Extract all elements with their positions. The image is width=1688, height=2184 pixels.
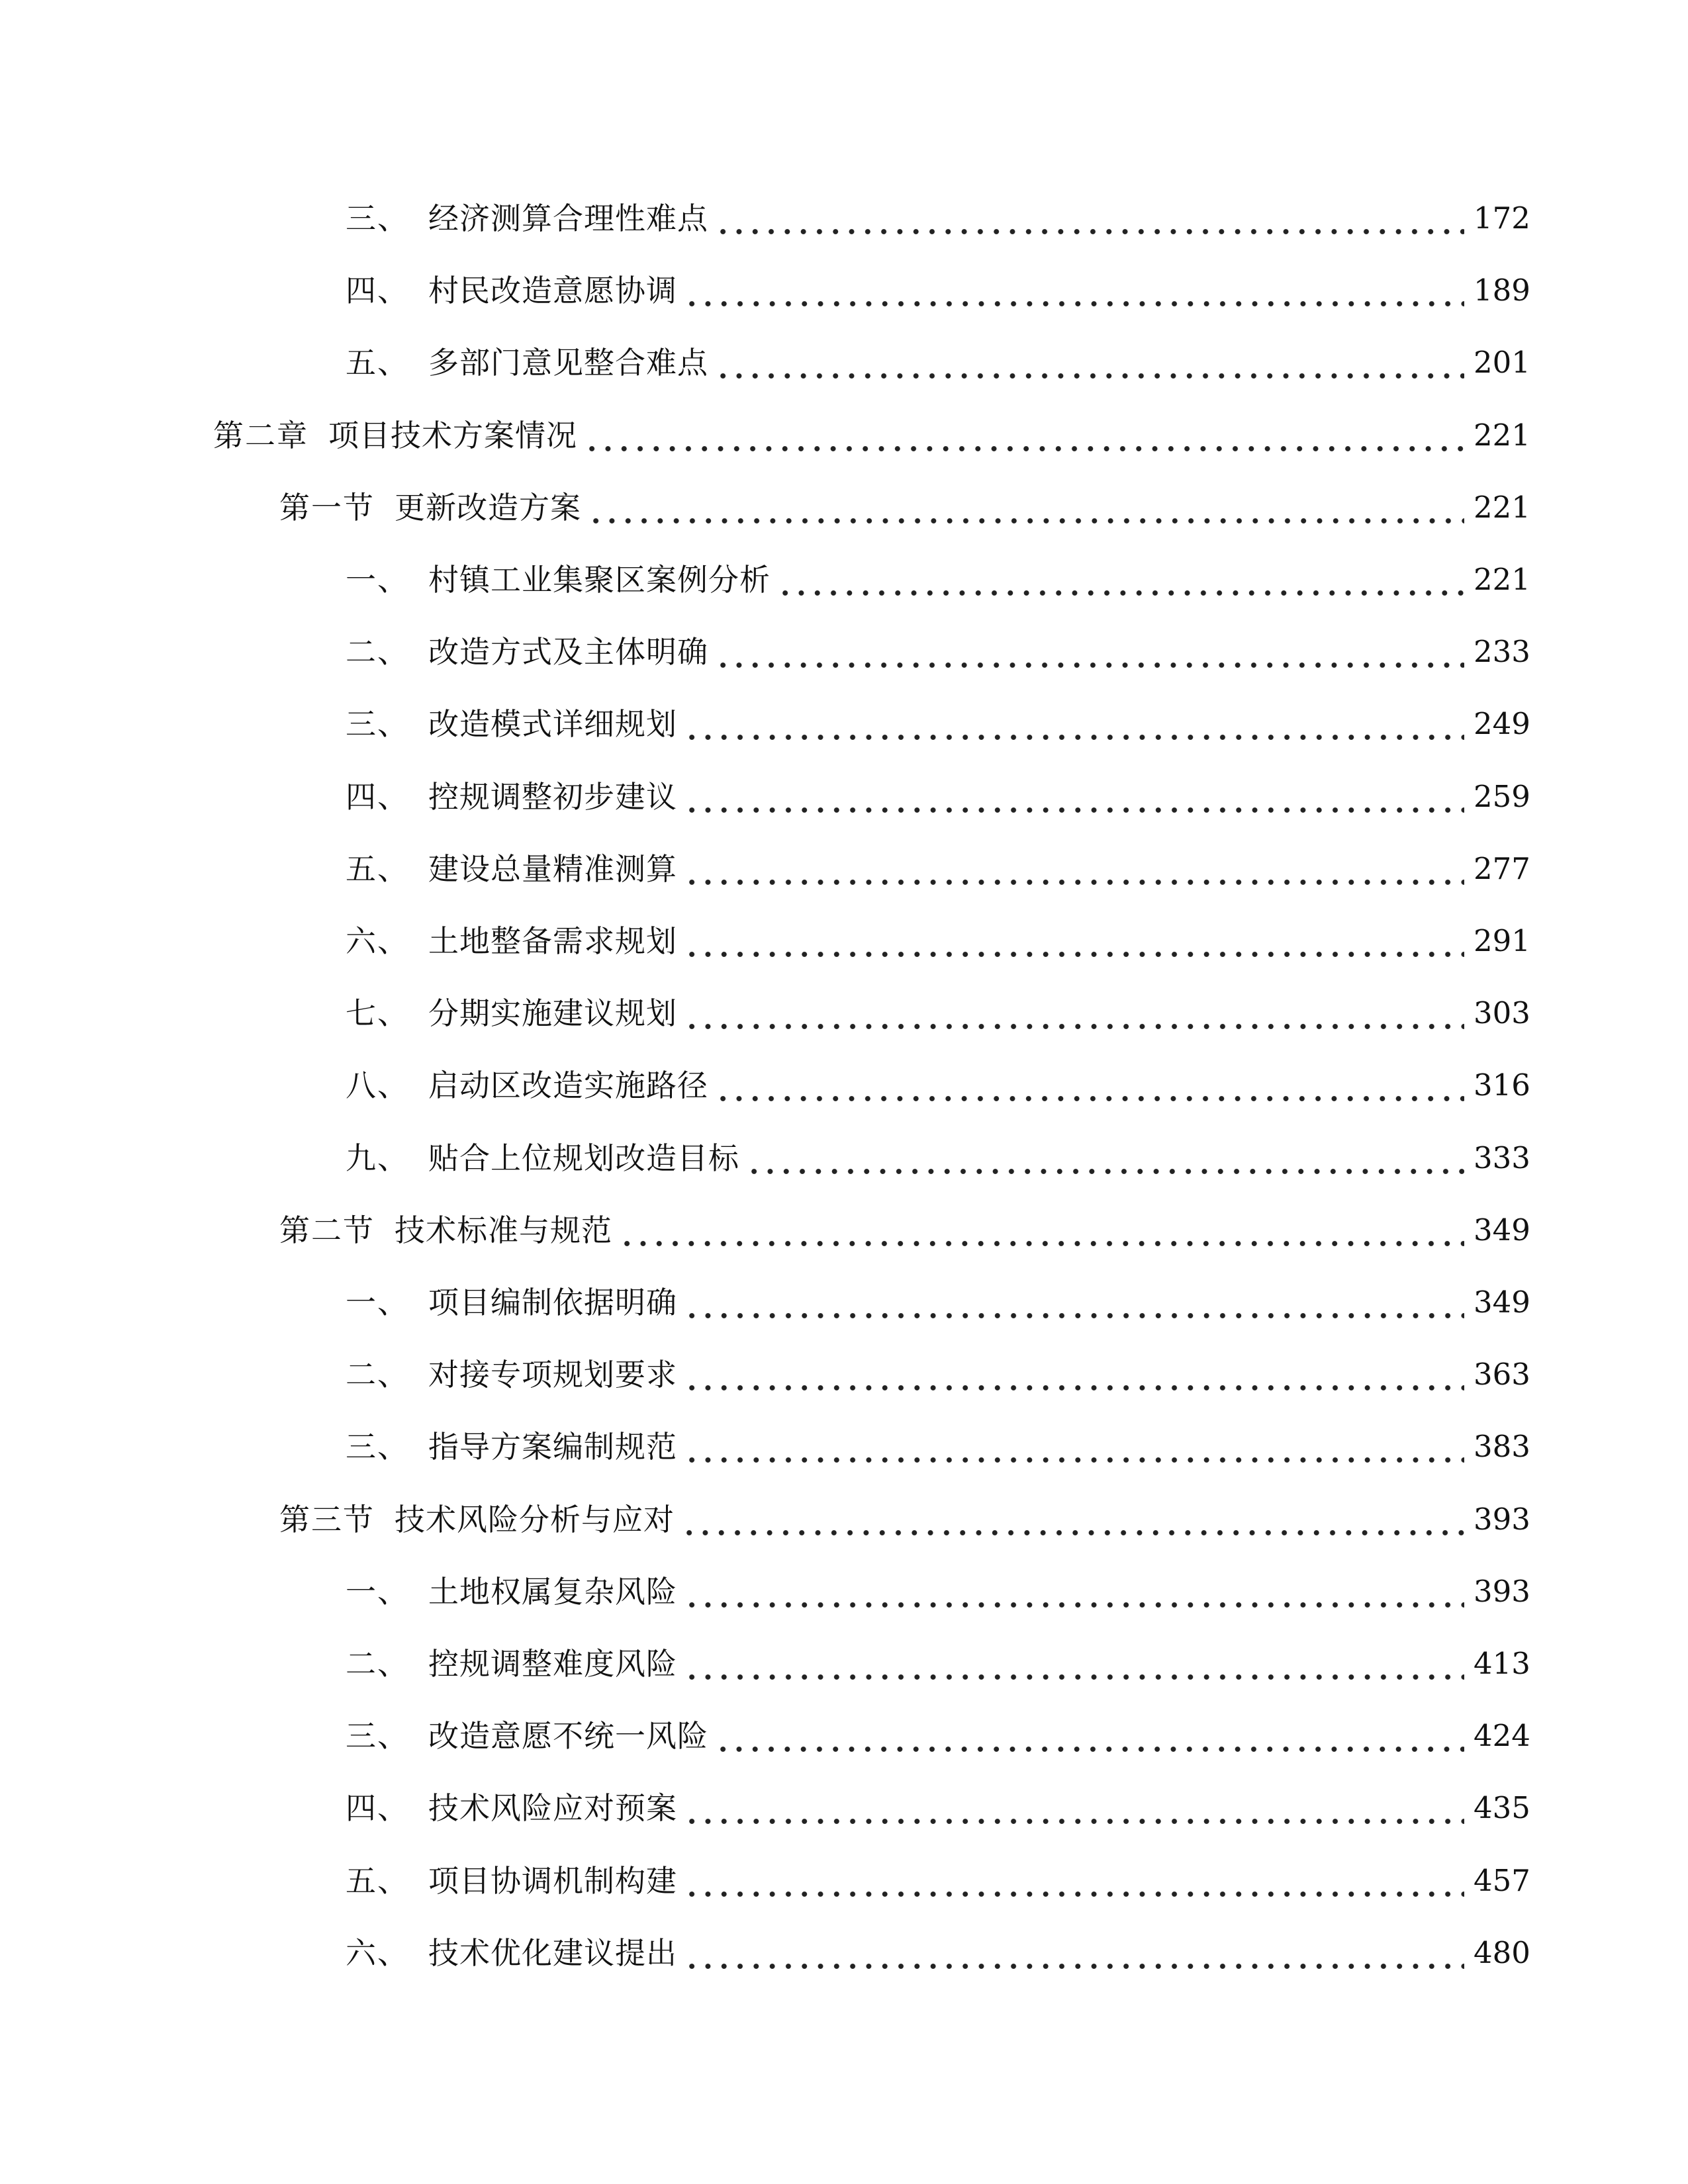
toc-entry-page-number: 249 <box>1474 706 1530 742</box>
toc-entry-page-number: 480 <box>1474 1934 1530 1970</box>
toc-entry-number: 二、 <box>346 1646 409 1682</box>
toc-entry-number: 三、 <box>346 1429 409 1465</box>
toc-entry-title: 技术风险分析与应对 <box>395 1501 675 1537</box>
toc-entry-page-number: 201 <box>1474 345 1530 381</box>
toc-entry-item[interactable] <box>346 1122 1530 1194</box>
toc-entry-title: 技术优化建议提出 <box>428 1934 677 1971</box>
toc-entry-title: 分期实施建议规划 <box>428 995 677 1032</box>
toc-entry-item[interactable] <box>346 1700 1530 1772</box>
dot-leader <box>588 472 1464 543</box>
toc-entry-number: 六、 <box>346 923 409 959</box>
toc-entry-number: 一、 <box>346 1285 409 1320</box>
toc-entry-section[interactable] <box>279 1195 1530 1266</box>
toc-entry-page-number: 349 <box>1474 1212 1530 1248</box>
toc-entry-number: 三、 <box>346 1718 409 1754</box>
toc-entry-number: 第二节 <box>279 1212 375 1248</box>
toc-entry-number: 三、 <box>346 706 409 743</box>
dot-leader <box>715 616 1464 688</box>
toc-entry-item[interactable] <box>346 1411 1530 1482</box>
dot-leader <box>684 1917 1464 1989</box>
toc-entry-title: 项目协调机制构建 <box>428 1862 677 1899</box>
toc-entry-page-number: 172 <box>1474 201 1530 236</box>
toc-entry-page-number: 424 <box>1474 1718 1530 1754</box>
toc-entry-title: 更新改造方案 <box>395 489 581 525</box>
toc-entry-item[interactable] <box>346 688 1530 760</box>
dot-leader <box>684 255 1464 326</box>
dot-leader <box>715 183 1464 254</box>
dot-leader <box>715 1050 1464 1121</box>
toc-entry-number: 第二章 <box>213 417 308 453</box>
dot-leader <box>684 1772 1464 1844</box>
toc-entry-title: 技术风险应对预案 <box>428 1790 677 1827</box>
toc-entry-page-number: 363 <box>1474 1357 1530 1392</box>
dot-leader <box>684 1628 1464 1700</box>
dot-leader <box>777 544 1464 615</box>
toc-entry-title: 贴合上位规划改造目标 <box>428 1140 739 1176</box>
toc-entry-item[interactable] <box>346 761 1530 833</box>
toc-entry-number: 第一节 <box>279 489 375 525</box>
toc-entry-page-number: 259 <box>1474 778 1530 814</box>
toc-entry-page-number: 333 <box>1474 1140 1530 1175</box>
toc-entry-page-number: 393 <box>1474 1501 1530 1537</box>
toc-entry-number: 四、 <box>346 273 409 309</box>
toc-entry-number: 四、 <box>346 778 409 815</box>
toc-entry-page-number: 413 <box>1474 1646 1530 1681</box>
toc-entry-title: 控规调整难度风险 <box>428 1646 677 1682</box>
toc-entry-item[interactable] <box>346 905 1530 977</box>
toc-entry-page-number: 221 <box>1474 562 1530 597</box>
toc-entry-number: 五、 <box>346 345 409 381</box>
toc-entry-page-number: 303 <box>1474 995 1530 1031</box>
toc-entry-item[interactable] <box>346 833 1530 905</box>
toc-entry-page-number: 233 <box>1474 634 1530 670</box>
toc-entry-title: 控规调整初步建议 <box>428 778 677 815</box>
toc-entry-page-number: 435 <box>1474 1790 1530 1826</box>
toc-entry-title: 项目技术方案情况 <box>328 417 577 453</box>
toc-entry-title: 经济测算合理性难点 <box>428 201 708 236</box>
toc-entry-title: 技术标准与规范 <box>395 1212 612 1248</box>
toc-entry-section[interactable] <box>279 1484 1530 1555</box>
toc-entry-page-number: 291 <box>1474 923 1530 958</box>
toc-entry-number: 六、 <box>346 1934 409 1971</box>
toc-entry-section[interactable] <box>279 472 1530 543</box>
toc-entry-title: 启动区改造实施路径 <box>428 1068 708 1104</box>
dot-leader <box>684 1267 1464 1338</box>
toc-entry-item[interactable] <box>346 616 1530 688</box>
dot-leader <box>715 327 1464 398</box>
toc-entry-title: 改造方式及主体明确 <box>428 634 708 670</box>
dot-leader <box>684 1339 1464 1410</box>
dot-leader <box>619 1195 1464 1266</box>
toc-entry-page-number: 221 <box>1474 417 1530 453</box>
toc-entry-number: 第三节 <box>279 1501 375 1537</box>
toc-entry-number: 七、 <box>346 995 409 1032</box>
dot-leader <box>584 400 1464 471</box>
toc-entry-title: 土地整备需求规划 <box>428 923 677 959</box>
toc-entry-title: 改造模式详细规划 <box>428 706 677 743</box>
toc-entry-item[interactable] <box>346 1339 1530 1410</box>
dot-leader <box>684 761 1464 833</box>
toc-entry-number: 九、 <box>346 1140 409 1176</box>
toc-entry-page-number: 393 <box>1474 1573 1530 1609</box>
toc-entry-number: 八、 <box>346 1068 409 1104</box>
toc-entry-title: 村镇工业集聚区案例分析 <box>428 562 771 598</box>
toc-entry-title: 项目编制依据明确 <box>428 1285 677 1320</box>
toc-entry-number: 一、 <box>346 1573 409 1610</box>
toc-entry-title: 村民改造意愿协调 <box>428 273 677 309</box>
toc-entry-item[interactable] <box>346 327 1530 398</box>
toc-entry-number: 三、 <box>346 201 409 236</box>
toc-entry-title: 建设总量精准测算 <box>428 850 677 887</box>
dot-leader <box>684 905 1464 977</box>
toc-entry-page-number: 457 <box>1474 1862 1530 1898</box>
toc-entry-page-number: 383 <box>1474 1429 1530 1465</box>
toc-entry-item[interactable] <box>346 1772 1530 1844</box>
toc-entry-title: 改造意愿不统一风险 <box>428 1718 708 1754</box>
toc-entry-number: 五、 <box>346 850 409 887</box>
toc-entry-item[interactable] <box>346 1917 1530 1989</box>
toc-entry-number: 四、 <box>346 1790 409 1827</box>
toc-entry-item[interactable] <box>346 183 1530 254</box>
toc-entry-item[interactable] <box>346 978 1530 1049</box>
toc-entry-number: 五、 <box>346 1862 409 1899</box>
toc-entry-chapter[interactable] <box>213 400 1530 471</box>
dot-leader <box>715 1700 1464 1772</box>
dot-leader <box>684 1411 1464 1482</box>
toc-entry-item[interactable] <box>346 1267 1530 1338</box>
toc-entry-title: 对接专项规划要求 <box>428 1357 677 1393</box>
toc-entry-page-number: 277 <box>1474 850 1530 886</box>
toc-entry-title: 土地权属复杂风险 <box>428 1573 677 1610</box>
toc-entry-item[interactable] <box>346 1628 1530 1700</box>
toc-entry-title: 指导方案编制规范 <box>428 1429 677 1465</box>
dot-leader <box>684 833 1464 905</box>
dot-leader <box>684 688 1464 760</box>
toc-entry-page-number: 316 <box>1474 1068 1530 1103</box>
dot-leader <box>684 1556 1464 1627</box>
toc-entry-item[interactable] <box>346 255 1530 326</box>
toc-entry-item[interactable] <box>346 1050 1530 1121</box>
dot-leader <box>681 1484 1464 1555</box>
toc-entry-page-number: 221 <box>1474 489 1530 525</box>
toc-entry-item[interactable] <box>346 1845 1530 1917</box>
toc-entry-number: 二、 <box>346 634 409 670</box>
toc-entry-page-number: 189 <box>1474 273 1530 308</box>
dot-leader <box>684 1845 1464 1917</box>
toc-entry-number: 一、 <box>346 562 409 598</box>
toc-entry-item[interactable] <box>346 1556 1530 1627</box>
toc-entry-item[interactable] <box>346 544 1530 615</box>
toc-entry-title: 多部门意见整合难点 <box>428 345 708 381</box>
dot-leader <box>746 1122 1464 1194</box>
dot-leader <box>684 978 1464 1049</box>
toc-entry-page-number: 349 <box>1474 1285 1530 1320</box>
toc-entry-number: 二、 <box>346 1357 409 1393</box>
